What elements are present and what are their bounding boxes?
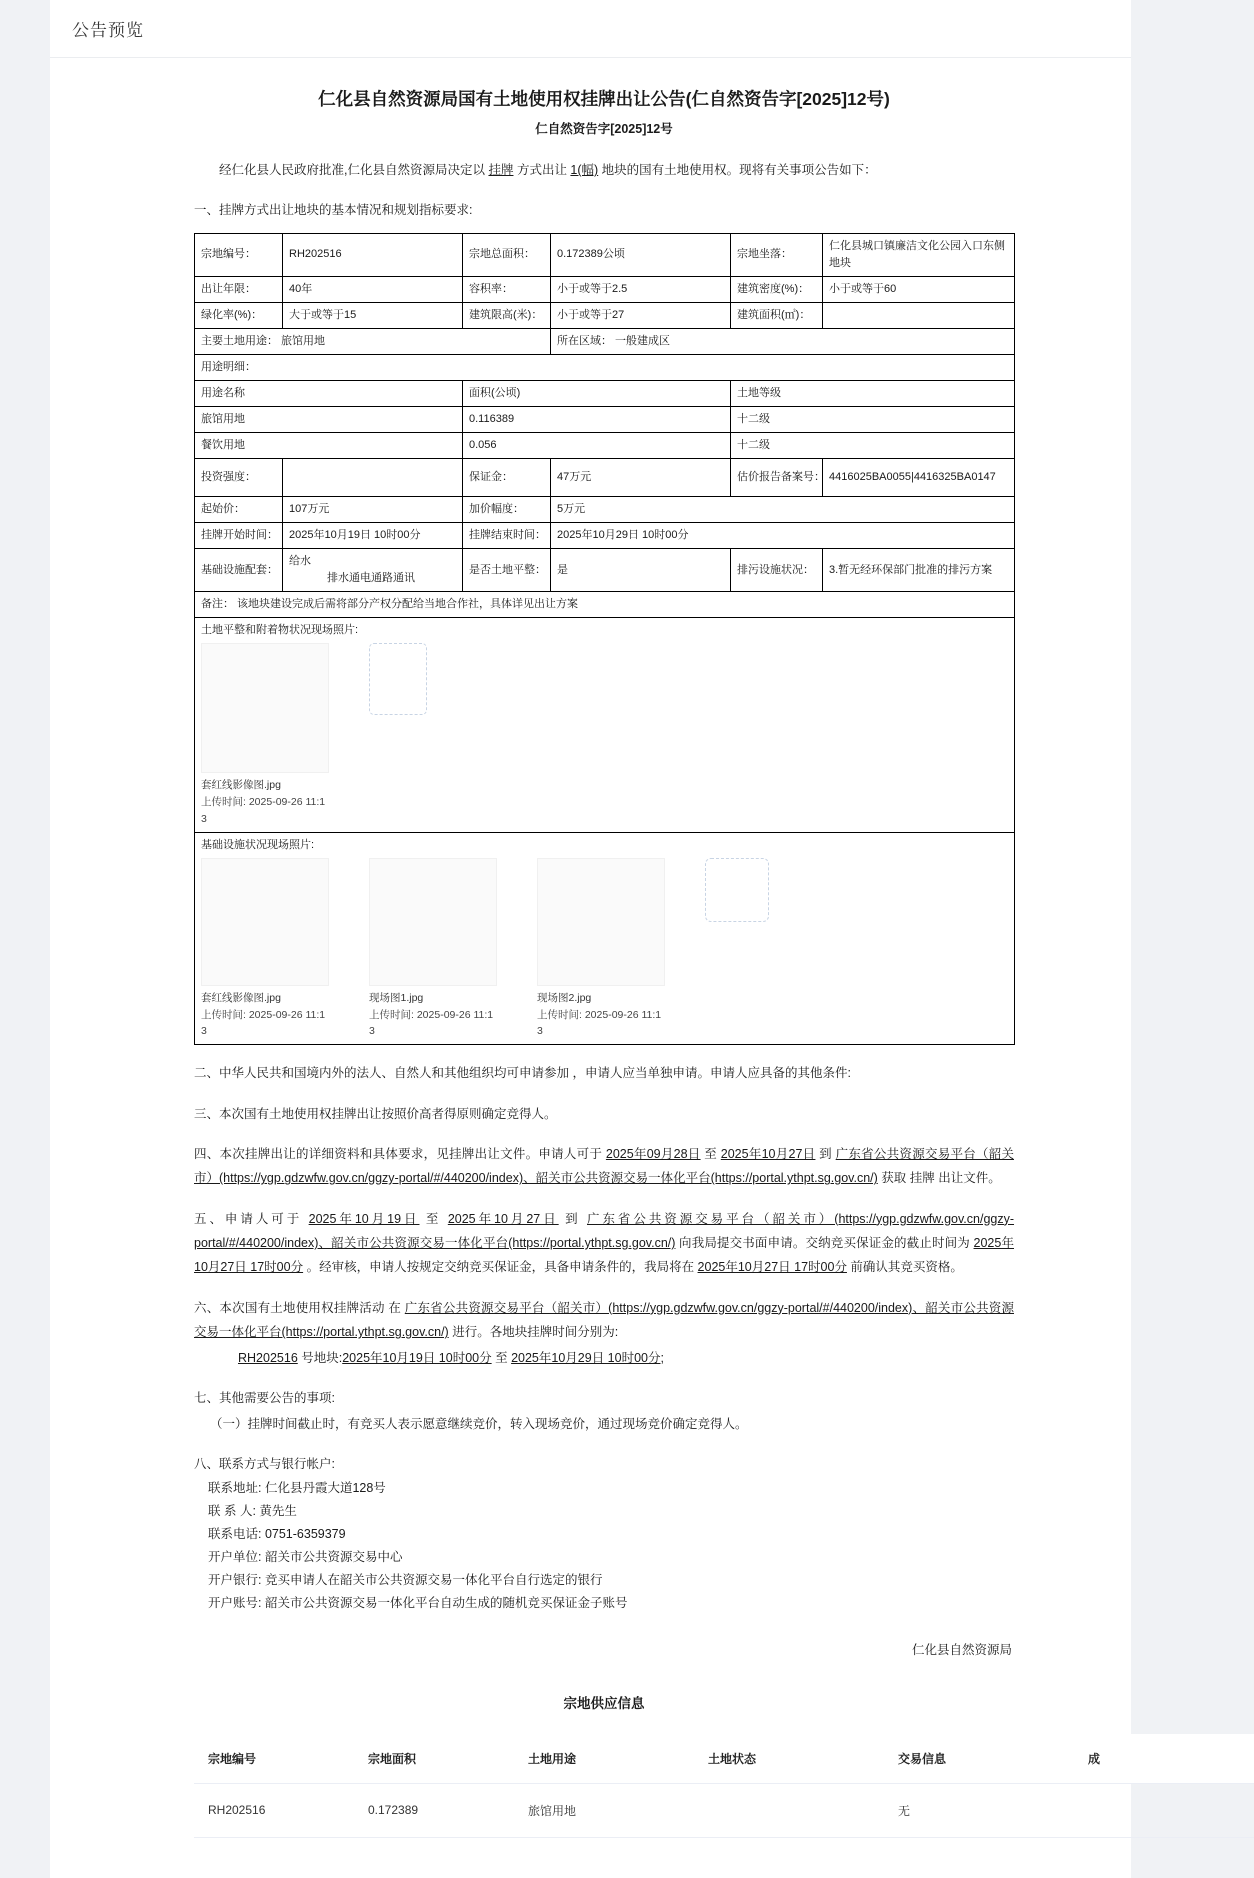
cell-remark: 备注： 该地块建设完成后需将部分产权分配给当地合作社，具体详见出让方案 [195,592,1015,618]
intro-paragraph [194,159,1014,183]
cell-label: 宗地坐落： [731,233,823,276]
cell-label: 建筑限高(米)： [463,302,551,328]
p6-text-b: 进行。各地块挂牌时间分别为: [448,1325,619,1340]
cell-label: 加价幅度： [463,497,551,523]
usage-grade: 十二级 [731,407,1015,433]
table-row [195,328,1015,354]
table-row [195,407,1015,433]
thumb-filename: 套红线影像图.jpg [201,991,281,1004]
cell-value: 40年 [283,276,463,302]
p5-date-end: 2025年10月27日 [447,1211,559,1226]
p6-parcel-tail: ; [660,1350,664,1365]
usage-name: 旅馆用地 [195,407,463,433]
table-row [195,549,1015,592]
usage-col-name: 用途名称 [195,381,463,407]
p4-text-tail: 获取 挂牌 出让文件。 [877,1171,1001,1186]
cell-label: 宗地编号： [195,233,283,276]
cell-label: 挂牌结束时间： [463,523,551,549]
contact-address: 联系地址: 仁化县丹霞大道128号 [208,1480,386,1495]
table-row [195,433,1015,459]
issuing-authority: 仁化县自然资源局 [911,1642,1012,1657]
table-row-photos-b [195,832,1015,1044]
cell-value: 2025年10月19日 10时00分 [283,523,463,549]
account-unit: 开户单位: 韶关市公共资源交易中心 [208,1550,403,1565]
cell-usage-detail-label: 用途明细： [195,354,1015,380]
photos-land-leveling [195,618,1015,832]
thumb-upload-time: 上传时间: 2025-09-26 11:13 [201,796,326,825]
announcement-document [50,58,1131,1878]
cell-value [823,302,1015,328]
thumb-item[interactable] [201,643,329,827]
p5-text-f: 前确认其竞买资格。 [846,1260,963,1275]
cell-value: 小于或等于60 [823,276,1015,302]
p4-platform-link[interactable]: 广东省公共资源交易平台（韶关市）(https://ygp.gdzwfw.gov.cn/ggzy-portal/#/440200/index)、韶关市公共资源交易一体化平台(https://portal.ythpt.sg.gov.cn/) [194,1146,1014,1186]
cell-label: 挂牌开始时间： [195,523,283,549]
cell-value: 4416025BA0055|4416325BA0147 [823,459,1015,497]
paragraph-8: 八、联系方式与银行帐户: [194,1457,335,1472]
photos-a-title: 土地平整和附着物状况现场照片: [201,624,359,637]
contact-phone: 联系电话: 0751-6359379 [208,1527,346,1542]
table-row [195,233,1015,276]
cell-value: RH202516 [283,233,463,276]
supply-cell-area: 0.172389 [354,1783,514,1837]
cell-label: 投资强度： [195,459,283,497]
p6-parcel-label: 号地块: [297,1350,343,1365]
usage-col-grade: 土地等级 [731,381,1015,407]
p5-text-a: 五、申请人可于 [194,1211,309,1226]
supply-cell-parcel-no: RH202516 [194,1783,354,1837]
supply-table-wrap [194,1734,1101,1838]
supply-header-row [194,1734,1254,1784]
thumb-item[interactable] [537,858,665,1040]
infrastructure-line-1: 给水 [289,555,311,568]
supply-cell-use: 旅馆用地 [514,1783,694,1837]
photos-b-title: 基础设施状况现场照片: [201,838,315,851]
paragraph-5 [194,1207,1014,1280]
supply-table [194,1734,1254,1838]
table-row [195,302,1015,328]
photos-infrastructure [195,832,1015,1044]
image-placeholder-icon [705,858,769,922]
intro-method: 挂牌 [488,163,514,178]
cell-value [283,459,463,497]
supply-col-parcel-no: 宗地编号 [194,1734,354,1784]
paragraph-6-parcel-schedule [194,1347,1014,1371]
intro-text-a: 经仁化县人民政府批准,仁化县自然资源局决定以 [219,163,489,178]
p6-parcel-start: 2025年10月19日 10时00分 [342,1350,492,1365]
page-shell [50,0,1131,1878]
account-bank: 开户银行: 竞买申请人在韶关市公共资源交易一体化平台自行选定的银行 [208,1573,603,1588]
paragraph-7-item-1: （一）挂牌时间截止时，有竞买人表示愿意继续竞价，转入现场竞价，通过现场竞价确定竞得人。 [210,1416,748,1431]
cell-label: 起始价： [195,497,283,523]
p6-parcel-no: RH202516 [238,1350,298,1365]
p4-date-end: 2025年10月27日 [720,1146,816,1161]
table-row [195,523,1015,549]
cell-value: 是 [551,549,731,592]
p5-text-b: 至 [419,1211,448,1226]
cell-label: 出让年限： [195,276,283,302]
supply-col-area: 宗地面积 [354,1734,514,1784]
table-row[interactable] [194,1783,1254,1837]
usage-col-area: 面积(公顷) [463,381,731,407]
thumb-upload-time: 上传时间: 2025-09-26 11:13 [369,1008,494,1038]
table-row [195,459,1015,497]
section-1-heading: 一、挂牌方式出让地块的基本情况和规划指标要求: [194,203,473,217]
p5-text-e: 。经审核，申请人按规定交纳竞买保证金，具备申请条件的，我局将在 [303,1260,698,1275]
cell-label: 建筑密度(%)： [731,276,823,302]
paragraph-7: 七、其他需要公告的事项: [194,1391,335,1406]
table-row-photos-a [195,618,1015,832]
p5-deposit-deadline: 2025年10月27日 17时00分 [194,1236,1014,1275]
thumb-image[interactable] [201,643,329,773]
usage-name: 餐饮用地 [195,433,463,459]
supply-cell-trade-info: 无 [884,1783,1074,1837]
thumb-filename: 现场图2.jpg [537,991,592,1004]
p5-text-d: 向我局提交书面申请。交纳竞买保证金的截止时间为 [675,1236,974,1251]
cell-main-use: 主要土地用途： 旅馆用地 [195,328,551,354]
image-placeholder-icon [369,643,427,715]
paragraph-6 [194,1296,1014,1345]
thumb-filename: 套红线影像图.jpg [201,779,281,792]
table-row [195,497,1015,523]
cell-value: 47万元 [551,459,731,497]
supply-section-title: 宗地供应信息 [563,1695,645,1711]
supply-col-deal-price: 成 [1074,1734,1254,1784]
infrastructure-line-2: 排水通电通路通讯 [327,572,415,585]
cell-label: 绿化率(%)： [195,302,283,328]
cell-value: 小于或等于27 [551,302,731,328]
paragraph-3: 三、本次国有土地使用权挂牌出让按照价高者得原则确定竞得人。 [194,1106,557,1121]
cell-label: 保证金： [463,459,551,497]
cell-value: 0.172389公顷 [551,233,731,276]
cell-label: 估价报告备案号： [731,459,823,497]
supply-col-trade-info: 交易信息 [884,1734,1074,1784]
p5-date-start: 2025年10月19日 [308,1211,420,1226]
photos-a-thumbs [201,643,1008,827]
p4-date-start: 2025年09月28日 [605,1146,701,1161]
usage-area: 0.056 [463,433,731,459]
thumb-item[interactable] [201,858,329,1040]
supply-cell-deal-price [1074,1783,1254,1837]
cell-label: 基础设施配套： [195,549,283,592]
paragraph-4 [194,1142,1014,1191]
intro-text-c: 地块的国有土地使用权。现将有关事项公告如下： [598,163,877,178]
thumb-upload-time: 上传时间: 2025-09-26 11:13 [201,1008,326,1038]
cell-value: 小于或等于2.5 [551,276,731,302]
cell-value: 仁化县城口镇廉洁文化公园入口东侧地块 [823,233,1015,276]
document-title: 仁化县自然资源局国有土地使用权挂牌出让公告(仁自然资告字[2025]12号) [318,89,890,109]
p4-text-a: 四、本次挂牌出让的详细资料和具体要求，见挂牌出让文件。申请人可于 [194,1146,606,1161]
thumb-image[interactable] [369,858,497,986]
p6-platform-link[interactable]: 广东省公共资源交易平台（韶关市）(https://ygp.gdzwfw.gov.cn/ggzy-portal/#/440200/index)、韶关市公共资源交易一体化平台(https://portal.ythpt.sg.gov.cn/) [194,1300,1014,1340]
p4-text-c: 到 [815,1146,836,1161]
cell-label: 容积率： [463,276,551,302]
intro-count: 1(幅) [570,163,599,178]
p6-parcel-to: 至 [491,1350,512,1365]
p6-text-a: 六、本次国有土地使用权挂牌活动 在 [194,1300,405,1315]
p5-qualify-deadline: 2025年10月27日 17时00分 [697,1260,847,1275]
p4-text-b: 至 [700,1146,721,1161]
cell-value: 107万元 [283,497,463,523]
supply-col-status: 土地状态 [694,1734,884,1784]
cell-value: 3.暂无经环保部门批准的排污方案 [823,549,1015,592]
photos-b-thumbs [201,858,1008,1040]
table-row [195,354,1015,380]
header-bar [50,0,1131,58]
intro-text-b: 方式出让 [513,163,571,178]
paragraph-2: 二、中华人民共和国境内外的法人、自然人和其他组织均可申请参加 ，申请人应当单独申请。申请人应具备的其他条件: [194,1066,851,1081]
parcel-info-table [194,233,1015,1045]
thumb-filename: 现场图1.jpg [369,991,424,1004]
table-row [195,592,1015,618]
cell-label: 宗地总面积： [463,233,551,276]
cell-label: 排污设施状况： [731,549,823,592]
contact-person: 联 系 人: 黄先生 [208,1503,297,1518]
cell-value: 5万元 [551,497,1015,523]
cell-value: 大于或等于15 [283,302,463,328]
thumb-image[interactable] [537,858,665,986]
table-row [195,276,1015,302]
usage-grade: 十二级 [731,433,1015,459]
usage-area: 0.116389 [463,407,731,433]
thumb-image[interactable] [201,858,329,986]
cell-label: 建筑面积(㎡)： [731,302,823,328]
table-row-usage-header [195,381,1015,407]
p5-platform-link[interactable]: 广东省公共资源交易平台（韶关市）(https://ygp.gdzwfw.gov.cn/ggzy-portal/#/440200/index)、韶关市公共资源交易一体化平台(https://portal.ythpt.sg.gov.cn/) [194,1211,1015,1251]
account-number: 开户账号: 韶关市公共资源交易一体化平台自动生成的随机竞买保证金子账号 [208,1596,628,1611]
cell-label: 是否土地平整： [463,549,551,592]
supply-cell-status [694,1783,884,1837]
p5-text-c: 到 [558,1211,587,1226]
thumb-item[interactable] [369,858,497,1040]
document-subtitle: 仁自然资告字[2025]12号 [535,122,673,137]
page-title: 公告预览 [72,21,144,40]
p6-parcel-end: 2025年10月29日 10时00分 [511,1350,661,1365]
cell-value: 2025年10月29日 10时00分 [551,523,1015,549]
cell-region: 所在区域： 一般建成区 [551,328,1015,354]
supply-col-use: 土地用途 [514,1734,694,1784]
thumb-upload-time: 上传时间: 2025-09-26 11:13 [537,1008,662,1038]
cell-infrastructure [283,549,463,592]
